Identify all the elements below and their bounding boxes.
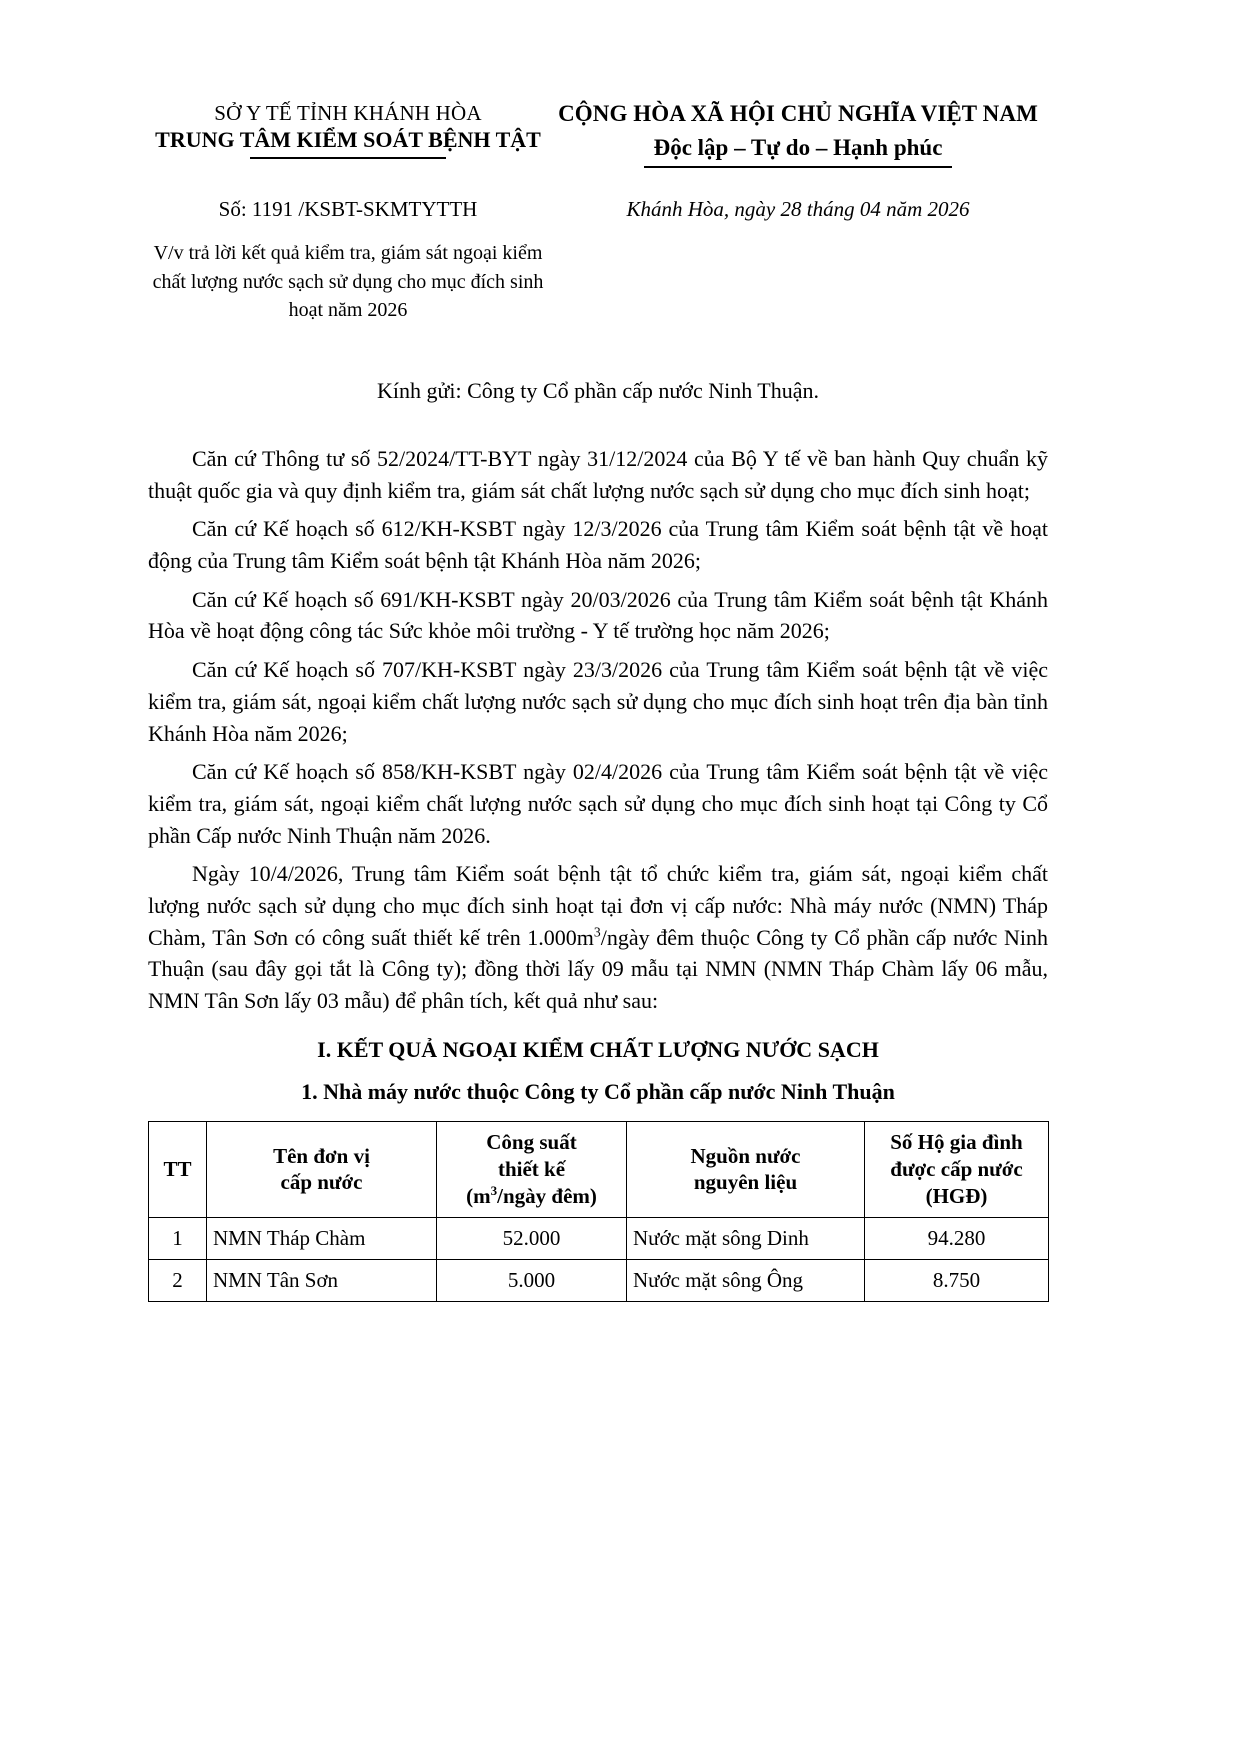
table-body (149, 1217, 1049, 1301)
national-heading (548, 96, 1048, 168)
issuing-organization (148, 96, 548, 159)
capacity-unit-suffix: /ngày đêm) (497, 1183, 597, 1208)
table-header (149, 1122, 1049, 1218)
cubic-meter-exponent: 3 (593, 924, 601, 940)
households-line2: được cấp nước (890, 1157, 1023, 1182)
column-header-tt: TT (149, 1122, 207, 1218)
country-name: CỘNG HÒA XÃ HỘI CHỦ NGHĨA VIỆT NAM (558, 101, 1038, 126)
capacity-line1: Công suất (486, 1130, 577, 1155)
paragraph-plan-691: Căn cứ Kế hoạch số 691/KH-KSBT ngày 20/03/2026 của Trung tâm Kiểm soát bệnh tật Khánh Hòa về hoạt động công tác Sức khỏe môi trường - Y tế trường học năm 2026; (148, 586, 1048, 644)
column-header-water-source (627, 1122, 865, 1218)
cell-tt: 1 (149, 1217, 207, 1259)
households-line1: Số Hộ gia đình (890, 1130, 1023, 1155)
water-plant-table (148, 1121, 1049, 1301)
water-source-line1: Nguồn nước (690, 1143, 801, 1168)
column-header-capacity (437, 1122, 627, 1218)
cell-capacity: 5.000 (437, 1259, 627, 1301)
motto-underline (644, 166, 952, 168)
cell-unit-name: NMN Tháp Chàm (207, 1217, 437, 1259)
letterhead (148, 96, 1048, 168)
national-motto: Độc lập – Tự do – Hạnh phúc (653, 134, 943, 160)
capacity-unit-exponent: 3 (490, 1182, 498, 1198)
cell-tt: 2 (149, 1259, 207, 1301)
paragraph-plan-858: Căn cứ Kế hoạch số 858/KH-KSBT ngày 02/4/2026 của Trung tâm Kiểm soát bệnh tật về việc kiểm tra, giám sát, ngoại kiểm chất lượng nước sạch sử dụng cho mục đích sinh hoạt tại Công ty Cổ phần Cấp nước Ninh Thuận năm 2026. (148, 759, 1048, 848)
summary-text-part2: /ngày đêm thuộc Công ty Cổ phần cấp nước Ninh Thuận (sau đây gọi tắt là Công ty); đồng thời lấy 09 mẫu tại NMN (NMN Tháp Chàm lấy 06 mẫu, NMN Tân Sơn lấy 03 mẫu) để phân tích, kết quả như sau: (148, 924, 1048, 1013)
paragraph-plan-612: Căn cứ Kế hoạch số 612/KH-KSBT ngày 12/3/2026 của Trung tâm Kiểm soát bệnh tật về hoạt động của Trung tâm Kiểm soát bệnh tật Khánh Hòa năm 2026; (148, 516, 1048, 574)
document-content (148, 96, 1048, 1302)
table-row (149, 1217, 1049, 1259)
summary-text-part1: Ngày 10/4/2026, Trung tâm Kiểm soát bệnh tật tổ chức kiểm tra, giám sát, ngoại kiểm chất lượng nước sạch sử dụng cho mục đích sinh hoạt tại đơn vị cấp nước: Nhà máy nước (NMN) Tháp Chàm, Tân Sơn có công suất thiết kế trên 1.000m (148, 861, 1048, 950)
water-source-line2: nguyên liệu (693, 1170, 798, 1195)
paragraph-inspection-summary (148, 858, 1048, 1016)
place-and-date: Khánh Hòa, ngày 28 tháng 04 năm 2026 (626, 196, 970, 221)
table-row (149, 1259, 1049, 1301)
cell-households: 94.280 (865, 1217, 1049, 1259)
column-header-households (865, 1122, 1049, 1218)
cell-unit-name: NMN Tân Sơn (207, 1259, 437, 1301)
document-number: Số: 1191 /KSBT-SKMTYTTH (218, 196, 478, 221)
cell-households: 8.750 (865, 1259, 1049, 1301)
recipient-line: Kính gửi: Công ty Cổ phần cấp nước Ninh Thuận. (376, 378, 820, 404)
section-heading-1: I. KẾT QUẢ NGOẠI KIỂM CHẤT LƯỢNG NƯỚC SẠCH (317, 1036, 879, 1062)
subsection-heading-1: 1. Nhà máy nước thuộc Công ty Cổ phần cấp nước Ninh Thuận (301, 1079, 895, 1105)
unit-name-line2: cấp nước (280, 1170, 363, 1195)
cell-capacity: 52.000 (437, 1217, 627, 1259)
unit-name-line1: Tên đơn vị (273, 1143, 370, 1168)
capacity-unit-prefix: (m (466, 1183, 491, 1208)
capacity-unit-line (443, 1183, 620, 1210)
paragraph-plan-707: Căn cứ Kế hoạch số 707/KH-KSBT ngày 23/3/2026 của Trung tâm Kiểm soát bệnh tật về việc kiểm tra, giám sát, ngoại kiểm chất lượng nước sạch sử dụng cho mục đích sinh hoạt trên địa bàn tỉnh Khánh Hòa năm 2026; (148, 657, 1048, 746)
department-name: SỞ Y TẾ TỈNH KHÁNH HÒA (214, 101, 482, 125)
cell-water-source: Nước mặt sông Dinh (627, 1217, 865, 1259)
document-subject: V/v trả lời kết quả kiểm tra, giám sát ngoại kiểm chất lượng nước sạch sử dụng cho mục đích sinh hoạt năm 2026 (152, 242, 544, 321)
organization-underline (250, 157, 446, 159)
paragraph-circular-52: Căn cứ Thông tư số 52/2024/TT-BYT ngày 31/12/2024 của Bộ Y tế về ban hành Quy chuẩn kỹ thuật quốc gia và quy định kiểm tra, giám sát chất lượng nước sạch sử dụng cho mục đích sinh hoạt; (148, 446, 1048, 503)
households-line3: (HGĐ) (925, 1183, 988, 1208)
document-number-block (148, 196, 548, 324)
document-body (148, 443, 1048, 1016)
column-header-unit-name (207, 1122, 437, 1218)
center-name: TRUNG TÂM KIỂM SOÁT BỆNH TẬT (155, 127, 541, 153)
table-header-row (149, 1122, 1049, 1218)
capacity-line2: thiết kế (497, 1157, 566, 1182)
cell-water-source: Nước mặt sông Ông (627, 1259, 865, 1301)
document-number-date-row (148, 196, 1048, 324)
